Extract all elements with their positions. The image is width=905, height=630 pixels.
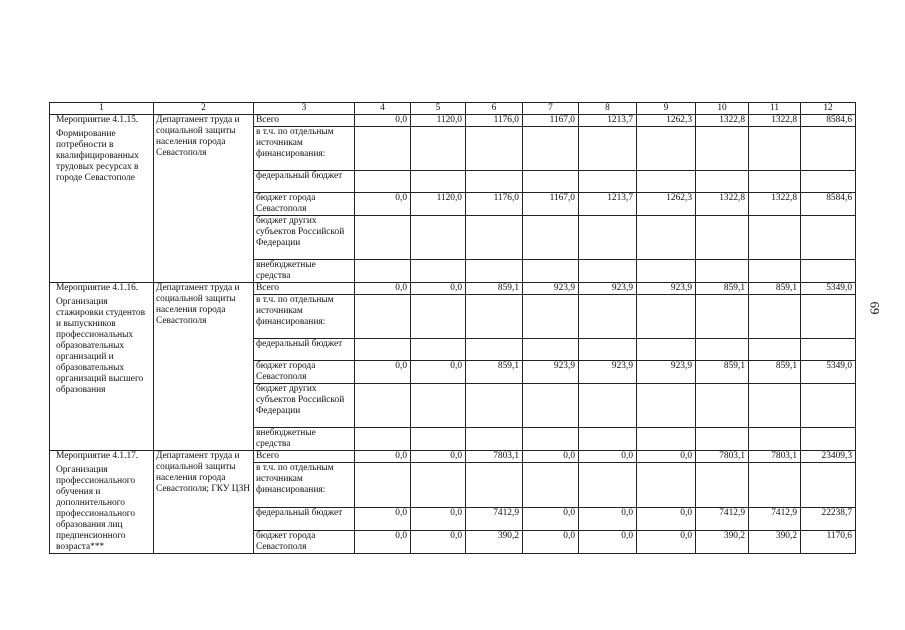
value-cell <box>579 216 637 260</box>
value-cell <box>523 384 579 428</box>
value-cell: 923,9 <box>523 283 579 295</box>
value-cell <box>749 463 801 508</box>
column-header: 3 <box>254 103 355 115</box>
value-cell: 7803,1 <box>749 451 801 463</box>
value-cell <box>523 339 579 361</box>
executor-cell: Департамент труда и социальной защиты населения города Севастополя; ГКУ ЦЗН <box>154 451 254 554</box>
column-header: 12 <box>801 103 856 115</box>
funding-source-label: внебюджетные средства <box>254 428 355 451</box>
value-cell <box>523 260 579 283</box>
executor-cell: Департамент труда и социальной защиты населения города Севастополя <box>154 115 254 283</box>
funding-source-label: Всего <box>254 283 355 295</box>
value-cell: 859,1 <box>466 283 523 295</box>
value-cell <box>355 384 411 428</box>
value-cell <box>637 463 696 508</box>
funding-source-label: федеральный бюджет <box>254 339 355 361</box>
value-cell <box>355 339 411 361</box>
value-cell: 1322,8 <box>696 115 749 127</box>
value-cell <box>637 339 696 361</box>
value-cell <box>579 428 637 451</box>
funding-source-label: Всего <box>254 115 355 127</box>
value-cell <box>355 127 411 171</box>
value-cell <box>411 127 466 171</box>
value-cell: 0,0 <box>523 530 579 553</box>
value-cell <box>579 295 637 339</box>
value-cell <box>523 216 579 260</box>
value-cell <box>637 384 696 428</box>
value-cell <box>801 216 856 260</box>
value-cell <box>637 127 696 171</box>
value-cell <box>749 171 801 193</box>
value-cell <box>466 339 523 361</box>
value-cell <box>637 171 696 193</box>
value-cell <box>637 216 696 260</box>
value-cell: 0,0 <box>355 508 411 530</box>
funding-source-label: федеральный бюджет <box>254 171 355 193</box>
value-cell: 390,2 <box>696 530 749 553</box>
column-header: 5 <box>411 103 466 115</box>
value-cell <box>749 216 801 260</box>
value-cell: 8584,6 <box>801 193 856 216</box>
value-cell <box>801 463 856 508</box>
value-cell: 859,1 <box>466 361 523 384</box>
column-header: 4 <box>355 103 411 115</box>
value-cell <box>801 384 856 428</box>
value-cell <box>749 384 801 428</box>
measure-text: Организация стажировки студентов и выпускников профессиональных образовательных организаций и образовательных организаций высшего образования <box>56 297 146 395</box>
value-cell: 1120,0 <box>411 193 466 216</box>
value-cell <box>579 463 637 508</box>
value-cell: 1167,0 <box>523 115 579 127</box>
value-cell <box>355 260 411 283</box>
value-cell: 23409,3 <box>801 451 856 463</box>
value-cell: 0,0 <box>411 508 466 530</box>
value-cell: 859,1 <box>696 283 749 295</box>
funding-source-label: бюджет города Севастополя <box>254 530 355 553</box>
value-cell: 0,0 <box>579 508 637 530</box>
value-cell <box>466 171 523 193</box>
page-number: 69 <box>867 301 883 315</box>
value-cell: 0,0 <box>523 451 579 463</box>
value-cell <box>801 127 856 171</box>
value-cell: 390,2 <box>749 530 801 553</box>
value-cell: 1262,3 <box>637 115 696 127</box>
value-cell: 1120,0 <box>411 115 466 127</box>
value-cell: 859,1 <box>749 361 801 384</box>
value-cell <box>355 463 411 508</box>
measure-title: Мероприятие 4.1.16. <box>56 283 139 293</box>
value-cell <box>466 428 523 451</box>
value-cell: 7803,1 <box>466 451 523 463</box>
value-cell <box>411 216 466 260</box>
value-cell: 0,0 <box>355 361 411 384</box>
value-cell: 0,0 <box>411 530 466 553</box>
value-cell <box>579 127 637 171</box>
value-cell <box>355 295 411 339</box>
column-header: 7 <box>523 103 579 115</box>
value-cell: 1322,8 <box>696 193 749 216</box>
value-cell: 0,0 <box>523 508 579 530</box>
value-cell <box>466 384 523 428</box>
value-cell: 0,0 <box>579 530 637 553</box>
value-cell: 5349,0 <box>801 361 856 384</box>
funding-source-label: внебюджетные средства <box>254 260 355 283</box>
funding-source-label: бюджет других субъектов Российской Федерации <box>254 216 355 260</box>
funding-source-label: федеральный бюджет <box>254 508 355 530</box>
value-cell: 0,0 <box>355 193 411 216</box>
value-cell: 1213,7 <box>579 115 637 127</box>
value-cell: 0,0 <box>411 451 466 463</box>
measure-text: Формирование потребности в квалифицированных трудовых ресурсах в городе Севастополе <box>56 129 139 183</box>
value-cell <box>637 295 696 339</box>
value-cell <box>696 171 749 193</box>
value-cell: 0,0 <box>411 283 466 295</box>
value-cell: 1176,0 <box>466 193 523 216</box>
table-row <box>50 283 856 295</box>
executor-cell: Департамент труда и социальной защиты населения города Севастополя <box>154 283 254 451</box>
value-cell: 923,9 <box>579 361 637 384</box>
value-cell <box>696 260 749 283</box>
column-header: 11 <box>749 103 801 115</box>
value-cell <box>411 171 466 193</box>
value-cell <box>523 171 579 193</box>
value-cell <box>637 260 696 283</box>
value-cell: 0,0 <box>355 530 411 553</box>
value-cell <box>466 260 523 283</box>
value-cell <box>749 339 801 361</box>
value-cell: 0,0 <box>637 530 696 553</box>
value-cell <box>696 428 749 451</box>
value-cell <box>579 260 637 283</box>
value-cell <box>749 295 801 339</box>
column-header: 8 <box>579 103 637 115</box>
funding-source-label: бюджет других субъектов Российской Федерации <box>254 384 355 428</box>
value-cell <box>466 216 523 260</box>
value-cell <box>355 171 411 193</box>
column-header: 10 <box>696 103 749 115</box>
value-cell <box>579 171 637 193</box>
value-cell <box>523 428 579 451</box>
value-cell <box>696 384 749 428</box>
value-cell: 923,9 <box>523 361 579 384</box>
column-header: 2 <box>154 103 254 115</box>
measure-cell <box>50 115 154 283</box>
value-cell: 0,0 <box>355 115 411 127</box>
value-cell <box>801 428 856 451</box>
value-cell <box>411 463 466 508</box>
value-cell <box>696 127 749 171</box>
value-cell <box>466 295 523 339</box>
funding-source-label: бюджет города Севастополя <box>254 193 355 216</box>
value-cell: 923,9 <box>637 283 696 295</box>
value-cell <box>411 428 466 451</box>
value-cell: 0,0 <box>579 451 637 463</box>
value-cell <box>801 260 856 283</box>
value-cell: 5349,0 <box>801 283 856 295</box>
table-row <box>50 451 856 463</box>
budget-table <box>49 102 856 554</box>
value-cell <box>749 428 801 451</box>
value-cell: 859,1 <box>749 283 801 295</box>
measure-text: Организация профессионального обучения и дополнительного профессионального образования лиц предпенсионного возраста*** <box>56 465 136 552</box>
value-cell: 7412,9 <box>696 508 749 530</box>
value-cell: 1167,0 <box>523 193 579 216</box>
value-cell <box>696 295 749 339</box>
column-header: 6 <box>466 103 523 115</box>
value-cell: 923,9 <box>637 361 696 384</box>
value-cell <box>801 295 856 339</box>
funding-source-label: в т.ч. по отдельным источникам финансирования: <box>254 295 355 339</box>
value-cell <box>749 260 801 283</box>
table-body <box>50 103 856 554</box>
value-cell <box>749 127 801 171</box>
value-cell <box>411 384 466 428</box>
value-cell: 8584,6 <box>801 115 856 127</box>
column-header-row <box>50 103 856 115</box>
measure-cell <box>50 451 154 554</box>
value-cell <box>696 216 749 260</box>
funding-source-label: в т.ч. по отдельным источникам финансирования: <box>254 463 355 508</box>
value-cell <box>523 127 579 171</box>
value-cell <box>411 295 466 339</box>
value-cell: 0,0 <box>355 451 411 463</box>
value-cell: 1176,0 <box>466 115 523 127</box>
value-cell <box>801 171 856 193</box>
measure-title: Мероприятие 4.1.17. <box>56 451 139 461</box>
value-cell: 923,9 <box>579 283 637 295</box>
table-row <box>50 115 856 127</box>
value-cell: 0,0 <box>637 451 696 463</box>
value-cell <box>466 463 523 508</box>
funding-source-label: Всего <box>254 451 355 463</box>
measure-cell <box>50 283 154 451</box>
value-cell <box>637 428 696 451</box>
value-cell: 7412,9 <box>466 508 523 530</box>
value-cell: 7803,1 <box>696 451 749 463</box>
value-cell <box>411 260 466 283</box>
value-cell: 0,0 <box>411 361 466 384</box>
value-cell <box>579 339 637 361</box>
value-cell <box>523 295 579 339</box>
value-cell: 7412,9 <box>749 508 801 530</box>
funding-source-label: бюджет города Севастополя <box>254 361 355 384</box>
value-cell: 1322,8 <box>749 193 801 216</box>
value-cell <box>466 127 523 171</box>
column-header: 9 <box>637 103 696 115</box>
value-cell <box>801 339 856 361</box>
value-cell: 22238,7 <box>801 508 856 530</box>
funding-source-label: в т.ч. по отдельным источникам финансирования: <box>254 127 355 171</box>
value-cell: 0,0 <box>355 283 411 295</box>
value-cell <box>696 463 749 508</box>
value-cell <box>523 463 579 508</box>
value-cell <box>411 339 466 361</box>
value-cell: 859,1 <box>696 361 749 384</box>
value-cell <box>696 339 749 361</box>
value-cell: 390,2 <box>466 530 523 553</box>
column-header: 1 <box>50 103 154 115</box>
value-cell: 1213,7 <box>579 193 637 216</box>
value-cell: 1262,3 <box>637 193 696 216</box>
value-cell <box>355 216 411 260</box>
value-cell: 0,0 <box>637 508 696 530</box>
value-cell <box>355 428 411 451</box>
measure-title: Мероприятие 4.1.15. <box>56 115 139 125</box>
value-cell: 1322,8 <box>749 115 801 127</box>
value-cell <box>579 384 637 428</box>
value-cell: 1170,6 <box>801 530 856 553</box>
